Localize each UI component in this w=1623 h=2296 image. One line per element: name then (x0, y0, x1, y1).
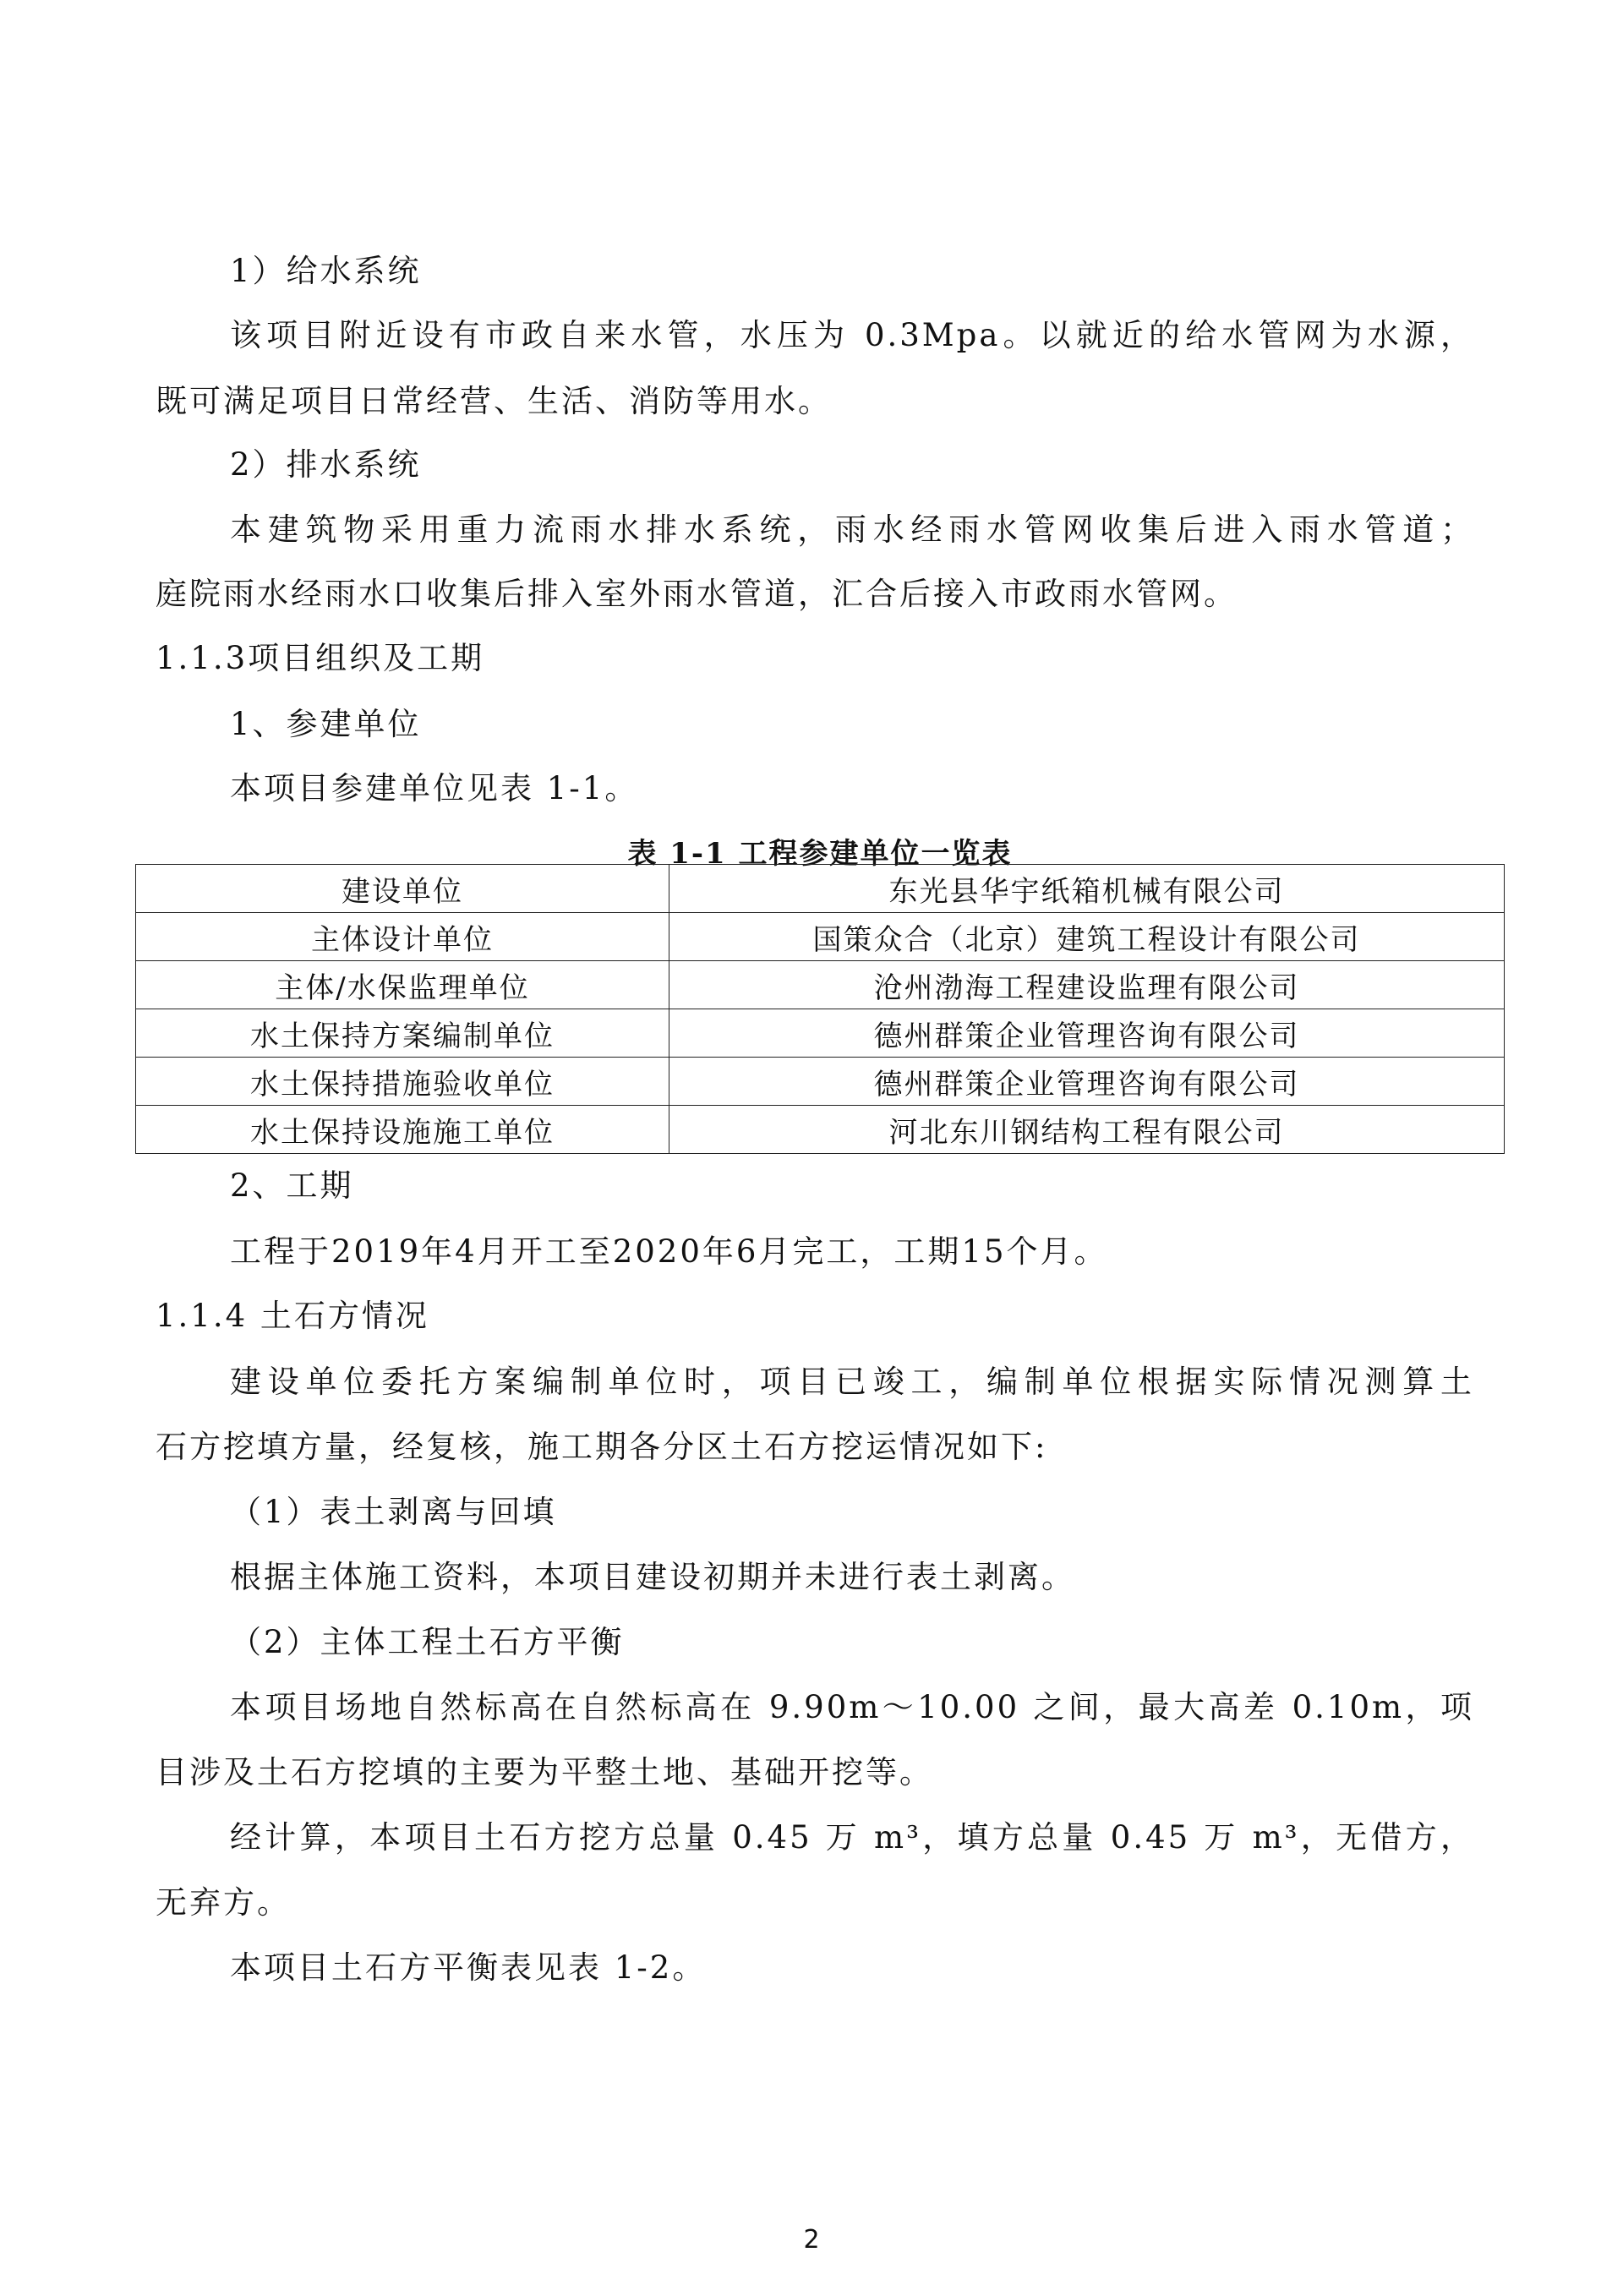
paragraph-line: 该项目附近设有市政自来水管，水压为 0.3Mpa。以就近的给水管网为水源， (230, 317, 1474, 353)
paragraph-line: 既可满足项目日常经营、生活、消防等用水。 (156, 383, 832, 419)
table-row (136, 1106, 1505, 1154)
paragraph-line: 经计算，本项目土石方挖方总量 0.45 万 m³，填方总量 0.45 万 m³，无借方， (230, 1819, 1474, 1856)
table-cell-org: 德州群策企业管理咨询有限公司 (669, 1009, 1505, 1058)
table-caption: 表 1-1 工程参建单位一览表 (627, 837, 1013, 871)
participating-units-table (135, 864, 1505, 1154)
table-cell-org: 德州群策企业管理咨询有限公司 (669, 1058, 1505, 1106)
table-row (136, 913, 1505, 961)
table-cell-role: 主体设计单位 (136, 913, 669, 961)
paragraph-line: 根据主体施工资料，本项目建设初期并未进行表土剥离。 (230, 1559, 1075, 1595)
paragraph-line: 石方挖填方量，经复核，施工期各分区土石方挖运情况如下: (156, 1429, 1048, 1465)
section-heading: 1.1.3项目组织及工期 (156, 640, 485, 676)
subheading-topsoil: （1）表土剥离与回填 (230, 1494, 557, 1530)
table-cell-role: 水土保持措施验收单位 (136, 1058, 669, 1106)
paragraph-line: 本项目土石方平衡表见表 1-2。 (230, 1949, 707, 1986)
subheading-schedule: 2、工期 (230, 1167, 354, 1204)
paragraph-line: 本项目参建单位见表 1-1。 (230, 770, 639, 806)
subheading-earthwork-balance: （2）主体工程土石方平衡 (230, 1624, 625, 1660)
paragraph-line: 目涉及土石方挖填的主要为平整土地、基础开挖等。 (156, 1754, 933, 1790)
paragraph-line: 本建筑物采用重力流雨水排水系统，雨水经雨水管网收集后进入雨水管道； (230, 511, 1474, 548)
table-cell-role: 水土保持方案编制单位 (136, 1009, 669, 1058)
table-row (136, 1009, 1505, 1058)
subheading-units: 1、参建单位 (230, 706, 422, 742)
page-number: 2 (803, 2225, 820, 2255)
table-cell-org: 河北东川钢结构工程有限公司 (669, 1106, 1505, 1154)
table-row (136, 865, 1505, 913)
paragraph-line: 无弃方。 (156, 1884, 291, 1921)
table-cell-role: 建设单位 (136, 865, 669, 913)
section-heading: 1.1.4 土石方情况 (156, 1298, 429, 1334)
subheading-water-supply: 1）给水系统 (230, 253, 422, 289)
table-row (136, 961, 1505, 1009)
paragraph-line: 本项目场地自然标高在自然标高在 9.90m～10.00 之间，最大高差 0.10m，项 (230, 1689, 1474, 1725)
paragraph-line: 工程于2019年4月开工至2020年6月完工，工期15个月。 (230, 1233, 1108, 1270)
table-cell-role: 水土保持设施施工单位 (136, 1106, 669, 1154)
table-cell-org: 沧州渤海工程建设监理有限公司 (669, 961, 1505, 1009)
table-cell-role: 主体/水保监理单位 (136, 961, 669, 1009)
paragraph-line: 建设单位委托方案编制单位时，项目已竣工，编制单位根据实际情况测算土 (230, 1364, 1474, 1400)
subheading-drainage: 2）排水系统 (230, 446, 422, 483)
paragraph-line: 庭院雨水经雨水口收集后排入室外雨水管道，汇合后接入市政雨水管网。 (156, 576, 1238, 612)
table-row (136, 1058, 1505, 1106)
table-cell-org: 国策众合（北京）建筑工程设计有限公司 (669, 913, 1505, 961)
table-cell-org: 东光县华宇纸箱机械有限公司 (669, 865, 1505, 913)
